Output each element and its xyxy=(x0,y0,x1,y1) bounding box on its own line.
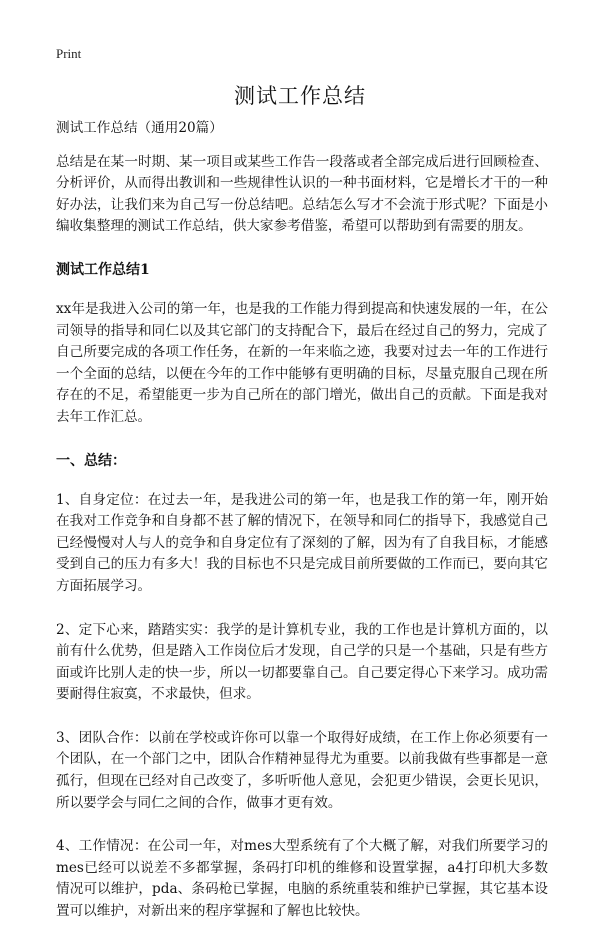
document-body xyxy=(56,118,548,945)
summary-item-2: 2、定下心来，踏踏实实：我学的是计算机专业，我的工作也是计算机方面的，以前有什么优势，但是踏入工作岗位后才发现，自己学的只是一个基础，只是有些方面或许比别人走的快一步，所以一切都要靠自己。自己要定得心下来学习。成功需要耐得住寂寞，不求最快，但求。 xyxy=(56,621,548,703)
summary-item-3: 3、团队合作：以前在学校或许你可以靠一个取得好成绩，在工作上你必须要有一个团队，在一个部门之中，团队合作精神显得尤为重要。以前我做有些事都是一意孤行，但现在已经对自己改变了，多听听他人意见，会犯更少错误，会更长见识，所以要学会与同仁之间的合作，做事才更有效。 xyxy=(56,729,548,811)
section-paragraph: xx年是我进入公司的第一年，也是我的工作能力得到提高和快速发展的一年，在公司领导的指导和同仁以及其它部门的支持配合下，最后在经过自己的努力，完成了自己所要完成的各项工作任务，在新的一年来临之迹，我要对过去一年的工作进行一个全面的总结，以便在今年的工作中能够有更明确的目标，尽量克服自己现在所存在的不足，希望能更一步为自己所在的部门增光，做出自己的贡献。下面是我对去年工作汇总。 xyxy=(56,300,548,425)
section-heading: 测试工作总结1 xyxy=(56,261,150,278)
page-title: 测试工作总结 xyxy=(234,84,366,108)
intro-paragraph: 总结是在某一时期、某一项目或某些工作告一段落或者全部完成后进行回顾检查、分析评价，从而得出教训和一些规律性认识的一种书面材料，它是增长才干的一种好办法，让我们来为自己写一份总结吧。总结怎么写才不会流于形式呢？下面是小编收集整理的测试工作总结，供大家参考借鉴，希望可以帮助到有需要的朋友。 xyxy=(56,153,548,235)
summary-item-1: 1、自身定位：在过去一年，是我进公司的第一年，也是我工作的第一年，刚开始在我对工作竞争和自身都不甚了解的情况下，在领导和同仁的指导下，我感觉自己已经慢慢对人与人的竞争和自身定位有了深刻的了解，因为有了自我目标，才能感受到自己的压力有多大！我的目标也不只是完成目前所要做的工作而已，要向其它方面拓展学习。 xyxy=(56,491,548,594)
summary-heading: 一、总结： xyxy=(56,452,126,469)
print-link[interactable]: Print xyxy=(56,46,82,61)
document-subtitle: 测试工作总结（通用20篇） xyxy=(56,120,223,136)
summary-item-4: 4、工作情况：在公司一年，对mes大型系统有了个大概了解，对我们所要学习的mes已经可以说差不多都掌握，条码打印机的维修和设置掌握，a4打印机大多数情况可以维护，pda、条码枪已掌握，电脑的系统重装和维护已掌握，其它基本设置可以维护，对新出来的程序掌握和了解也比较快。 xyxy=(56,838,548,920)
